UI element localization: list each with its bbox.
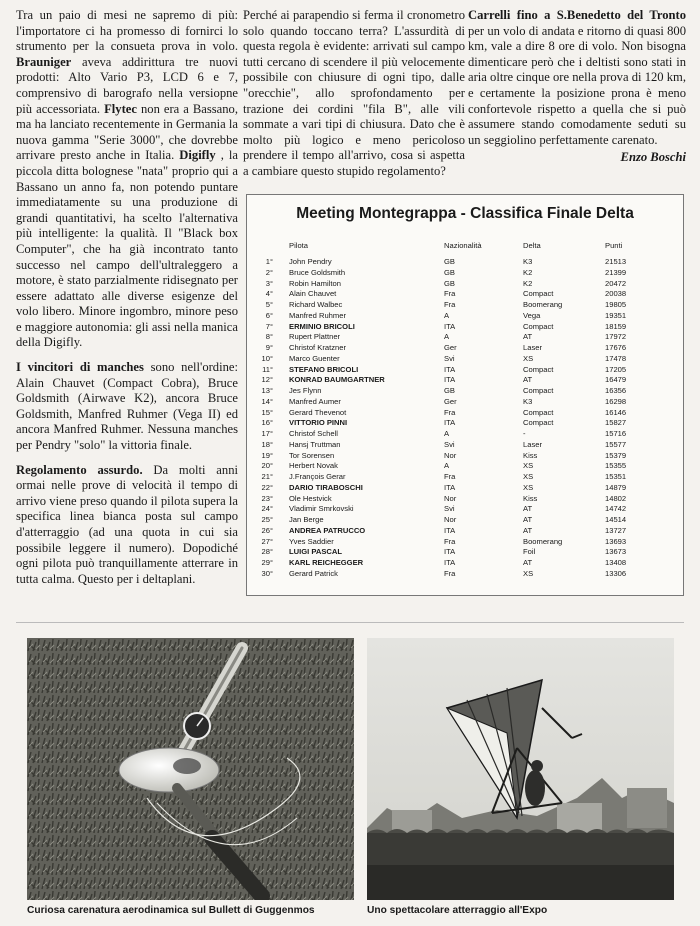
cell-naz: Svi — [444, 439, 455, 449]
cell-naz: Nor — [444, 450, 457, 460]
cell-delta: Compact — [523, 407, 554, 417]
cell-rank: 15° — [261, 407, 273, 417]
cell-delta: AT — [523, 332, 533, 342]
cell-name: Ole Hestvick — [289, 493, 332, 503]
cell-rank: 3° — [265, 278, 273, 288]
cell-delta: Compact — [523, 386, 554, 395]
cell-rank: 26° — [261, 525, 273, 535]
table-row — [247, 257, 683, 268]
cell-punti: 14802 — [605, 493, 627, 503]
bold-lead-in: Brauniger — [16, 54, 72, 69]
col3-paragraph — [468, 8, 686, 148]
photo-atterraggio-image — [367, 638, 674, 900]
cell-naz: GB — [444, 257, 455, 266]
cell-naz: A — [444, 461, 450, 471]
cell-punti: 20038 — [605, 289, 627, 299]
cell-rank: 27° — [261, 536, 273, 546]
table-row — [247, 547, 683, 558]
cell-delta: XS — [523, 472, 534, 481]
cell-name: Hansj Truttman — [289, 439, 341, 449]
col1-paragraph-3 — [16, 463, 238, 588]
cell-name: Jan Berge — [289, 515, 324, 524]
cell-rank: 2° — [265, 267, 273, 277]
cell-rank: 12° — [261, 375, 273, 385]
cell-punti: 15716 — [605, 429, 627, 438]
cell-delta: AT — [523, 504, 533, 514]
cell-name: DARIO TIRABOSCHI — [289, 482, 363, 492]
cell-delta: Laser — [523, 439, 542, 449]
header-delta: Delta — [523, 241, 541, 250]
cell-punti: 15827 — [605, 418, 627, 428]
table-row — [247, 526, 683, 537]
cell-rank: 29° — [261, 558, 273, 567]
cell-name: Yves Saddier — [289, 536, 334, 546]
cell-rank: 14° — [261, 396, 273, 406]
cell-punti: 16298 — [605, 396, 627, 406]
text-run: Da molti anni ormai nelle prove di velocità il tempo di arrivo viene preso quando il pilota supera la specifica linea bianca posta sul campo d'atterraggio (ad una quota in cui sia possibile leggere il numero). Dopodiché ogni pilota può tranquillamente atterrare in tutta calma. Questo per i deltaplani. — [16, 462, 238, 586]
table-row — [247, 537, 683, 548]
table-row — [247, 397, 683, 408]
cell-punti: 17478 — [605, 353, 627, 363]
cell-rank: 18° — [261, 439, 273, 449]
cell-punti: 17205 — [605, 364, 627, 374]
cell-punti: 13306 — [605, 568, 627, 578]
text-run: Tra un paio di mesi ne sapremo di più: l'importatore ci ha promesso di fornirci lo strumento per la consueta prova in volo. — [16, 8, 238, 54]
cell-delta: Compact — [523, 418, 554, 428]
cell-naz: Nor — [444, 515, 457, 524]
cell-rank: 28° — [261, 547, 273, 557]
cell-punti: 15355 — [605, 461, 627, 471]
cell-delta: AT — [523, 525, 533, 535]
cell-delta: K3 — [523, 396, 533, 406]
cell-name: LUIGI PASCAL — [289, 547, 343, 557]
table-row — [247, 343, 683, 354]
cell-naz: ITA — [444, 321, 456, 331]
cell-naz: A — [444, 332, 450, 342]
table-row — [247, 515, 683, 526]
cell-rank: 6° — [265, 310, 273, 320]
table-row — [247, 494, 683, 505]
cell-name: Christof Schell — [289, 429, 338, 438]
cell-name: Gerard Patrick — [289, 568, 338, 578]
col3-heading: Carrelli fino a S.Benedetto del Tronto — [468, 8, 686, 22]
cell-name: Christof Kratzner — [289, 343, 346, 352]
cell-punti: 17676 — [605, 343, 627, 352]
cell-rank: 8° — [265, 332, 273, 342]
cell-delta: Compact — [523, 321, 554, 331]
table-row — [247, 354, 683, 365]
cell-naz: Svi — [444, 353, 455, 363]
article-column-2 — [243, 8, 465, 189]
cell-delta: Boomerang — [523, 536, 563, 546]
text-run: sono nell'ordine: Alain Chauvet (Compact Cobra), Bruce Goldsmith (Airwave K2), ancora Bruce Goldsmith, Manfred Ruhmer (Vega II) ed ancora Manfred Ruhmer. Nessuna manches per Pendry "solo" la vittoria finale. — [16, 360, 238, 453]
cell-rank: 4° — [265, 289, 273, 299]
cell-rank: 20° — [261, 461, 273, 471]
table-row — [247, 440, 683, 451]
table-row — [247, 558, 683, 569]
cell-punti: 20472 — [605, 278, 627, 288]
cell-name: Alain Chauvet — [289, 289, 337, 299]
cell-naz: ITA — [444, 547, 456, 557]
cell-naz: GB — [444, 278, 455, 288]
cell-name: Vladimir Smrkovski — [289, 504, 354, 514]
table-row — [247, 569, 683, 580]
cell-naz: ITA — [444, 418, 456, 428]
table-row — [247, 289, 683, 300]
cell-punti: 14879 — [605, 482, 627, 492]
table-row — [247, 418, 683, 429]
cell-naz: Svi — [444, 504, 455, 514]
photo-carenatura-image — [27, 638, 354, 900]
table-title: Meeting Montegrappa - Classifica Finale Delta — [296, 205, 634, 222]
cell-naz: Ger — [444, 396, 457, 406]
bold-lead-in: Digifly — [179, 148, 216, 163]
cell-naz: Fra — [444, 300, 456, 309]
bold-lead-in: Regolamento assurdo. — [16, 462, 143, 477]
table-row — [247, 268, 683, 279]
cell-naz: GB — [444, 267, 455, 277]
cell-rank: 7° — [265, 321, 273, 331]
cell-delta: K2 — [523, 278, 533, 288]
table-row — [247, 332, 683, 343]
cell-rank: 16° — [261, 418, 273, 428]
text-run: aveva addirittura tre nuovi prodotti: Alto Vario P3, LCD 6 e 7, comprensivo di barografo nella versiopne più accessoriata. — [16, 54, 238, 116]
cell-rank: 10° — [261, 353, 273, 363]
article-column-1 — [16, 8, 238, 596]
cell-name: ERMINIO BRICOLI — [289, 321, 355, 331]
bold-lead-in: I vincitori di manches — [16, 360, 144, 375]
cell-punti: 21399 — [605, 267, 627, 277]
cell-rank: 23° — [261, 493, 273, 503]
cell-naz: ITA — [444, 364, 456, 374]
cell-naz: ITA — [444, 482, 456, 492]
cell-delta: XS — [523, 568, 534, 578]
table-row — [247, 472, 683, 483]
cell-rank: 9° — [265, 343, 273, 352]
cell-name: Manfred Aumer — [289, 396, 341, 406]
cell-naz: Fra — [444, 568, 456, 578]
cell-rank: 19° — [261, 450, 273, 460]
cell-name: KONRAD BAUMGARTNER — [289, 375, 385, 385]
cell-rank: 21° — [261, 472, 273, 481]
cell-punti: 16479 — [605, 375, 627, 385]
table-row — [247, 429, 683, 440]
cell-punti: 17972 — [605, 332, 627, 342]
cell-name: J.François Gerar — [289, 472, 346, 481]
cell-delta: Compact — [523, 289, 554, 299]
photo-caption-right: Uno spettacolare atterraggio all'Expo — [367, 905, 548, 916]
cell-delta: XS — [523, 461, 534, 471]
cell-naz: ITA — [444, 558, 456, 567]
table-row — [247, 483, 683, 494]
article-column-3 — [468, 8, 686, 166]
cell-rank: 24° — [261, 504, 273, 514]
cell-name: John Pendry — [289, 257, 332, 266]
cell-punti: 15351 — [605, 472, 627, 481]
cell-punti: 13727 — [605, 525, 627, 535]
cell-naz: A — [444, 429, 450, 438]
cell-naz: Fra — [444, 536, 456, 546]
cell-delta: Compact — [523, 364, 554, 374]
header-pilota: Pilota — [289, 241, 308, 250]
cell-name: Jes Flynn — [289, 386, 322, 395]
cell-delta: Kiss — [523, 450, 538, 460]
cell-delta: Kiss — [523, 493, 538, 503]
cell-rank: 11° — [262, 364, 273, 374]
header-punti: Punti — [605, 241, 623, 250]
table-row — [247, 451, 683, 462]
table-row — [247, 311, 683, 322]
cell-delta: Laser — [523, 343, 542, 352]
cell-naz: ITA — [444, 525, 456, 535]
cell-punti: 13408 — [605, 558, 627, 567]
cell-name: Robin Hamilton — [289, 278, 341, 288]
table-row — [247, 322, 683, 333]
cell-punti: 14742 — [605, 504, 627, 514]
cell-name: Rupert Plattner — [289, 332, 341, 342]
cell-punti: 19805 — [605, 300, 627, 309]
cell-punti: 21513 — [605, 257, 627, 266]
cell-rank: 25° — [261, 515, 273, 524]
table-row — [247, 279, 683, 290]
cell-delta: AT — [523, 375, 533, 385]
col1-paragraph-2 — [16, 360, 238, 454]
table-row — [247, 408, 683, 419]
cell-punti: 14514 — [605, 515, 627, 524]
cell-naz: Fra — [444, 407, 456, 417]
cell-name: Tor Sorensen — [289, 450, 335, 460]
cell-rank: 13° — [261, 386, 273, 395]
cell-punti: 18159 — [605, 321, 627, 331]
cell-name: Gerard Thevenot — [289, 407, 347, 417]
cell-naz: Ger — [444, 343, 457, 352]
cell-name: Richard Walbec — [289, 300, 343, 309]
cell-rank: 1° — [265, 257, 273, 266]
table-row — [247, 365, 683, 376]
cell-delta: Boomerang — [523, 300, 563, 309]
col1-paragraph-1 — [16, 8, 238, 351]
text-run: Perché ai parapendio si ferma il cronometro solo quando toccano terra? L'assurdità di questa regola è evidente: arrivati sul campo tutti cercano di scendere il più velocemente possibile con chiusure di ogni tipo, dalle "orecchie", allo sprofondamento per trazione dei cordini "fila B", alle vili sommate a vari tipi di chiusura. Dato che è molto più logico e meno pericoloso prendere il tempo all'arrivo, cosa si aspetta a cambiare questo stupido regolamento? — [243, 8, 465, 178]
section-divider — [16, 622, 684, 623]
cell-punti: 16356 — [605, 386, 627, 395]
cell-name: VITTORIO PINNI — [289, 418, 348, 428]
cell-rank: 5° — [265, 300, 273, 309]
table-row — [247, 386, 683, 397]
cell-punti: 13693 — [605, 536, 627, 546]
cell-delta: XS — [523, 482, 534, 492]
cell-naz: ITA — [444, 375, 456, 385]
cell-name: KARL REICHEGGER — [289, 558, 364, 567]
photo-atterraggio — [367, 638, 674, 900]
photo-carenatura — [27, 638, 354, 900]
header-nazionalita: Nazionalità — [444, 241, 482, 250]
cell-punti: 19351 — [605, 310, 627, 320]
cell-rank: 30° — [261, 568, 273, 578]
cell-punti: 16146 — [605, 407, 627, 417]
cell-name: Herbert Novak — [289, 461, 338, 471]
table-row — [247, 375, 683, 386]
cell-punti: 13673 — [605, 547, 627, 557]
cell-delta: - — [523, 429, 526, 438]
cell-rank: 22° — [261, 482, 273, 492]
cell-delta: K3 — [523, 257, 533, 266]
cell-rank: 17° — [261, 429, 273, 438]
cell-delta: Foil — [523, 547, 536, 557]
cell-naz: A — [444, 310, 450, 320]
results-table — [246, 194, 684, 596]
photo-caption-left: Curiosa carenatura aerodinamica sul Bullett di Guggenmos — [27, 905, 315, 916]
cell-delta: Vega — [523, 310, 541, 320]
cell-punti: 15577 — [605, 439, 627, 449]
cell-name: Manfred Ruhmer — [289, 310, 346, 320]
author-signature: Enzo Boschi — [620, 150, 686, 165]
cell-name: Bruce Goldsmith — [289, 267, 346, 277]
text-run: , la piccola ditta bolognese "nata" proprio qui a Bassano un anno fa, non potendo puntare immediatamente su una produzione di grandi quantitativi, ha scelto l'alternativa più intelligente: la qualità. Il "Black box Computer", che ha già incontrato tanto successo nel campo dell'ultraleggero a motore, è stato parzialmente ridisegnato per essere adattato alle diverse esigenze del volo libero. Minore ingombro, minore peso e maggiore autonomia: gli assi nella manica della Digifly. — [16, 148, 238, 350]
cell-naz: Nor — [444, 493, 457, 503]
cell-name: ANDREA PATRUCCO — [289, 525, 366, 535]
bold-lead-in: Flytec — [104, 101, 137, 116]
table-row — [247, 504, 683, 515]
col3-body: per un volo di andata e ritorno di quasi 800 km, vale a dire 8 ore di volo. Non bisogna dimenticare però che i deltisti sono stati in aria oltre cinque ore nella prova di 120 km, e certamente la posizione prona è meno confortevole rispetto a quella che si può assumere stando comodamente seduti su un seggiolino perfettamente carenato. — [468, 23, 686, 147]
cell-delta: AT — [523, 515, 533, 524]
cell-punti: 15379 — [605, 450, 627, 460]
col2-paragraph-1 — [243, 8, 465, 180]
table-row — [247, 300, 683, 311]
cell-delta: XS — [523, 353, 534, 363]
cell-delta: K2 — [523, 267, 533, 277]
cell-name: Marco Guenter — [289, 353, 340, 363]
table-row — [247, 461, 683, 472]
text-run: non era a Bassano, ma ha lanciato recentemente in Germania la nuova gamma "Serie 3000", che dovrebbe arrivare presto anche in Italia. — [16, 101, 238, 163]
cell-name: STEFANO BRICOLI — [289, 364, 359, 374]
cell-naz: Fra — [444, 472, 456, 481]
cell-naz: Fra — [444, 289, 456, 299]
cell-naz: GB — [444, 386, 455, 395]
cell-delta: AT — [523, 558, 533, 567]
